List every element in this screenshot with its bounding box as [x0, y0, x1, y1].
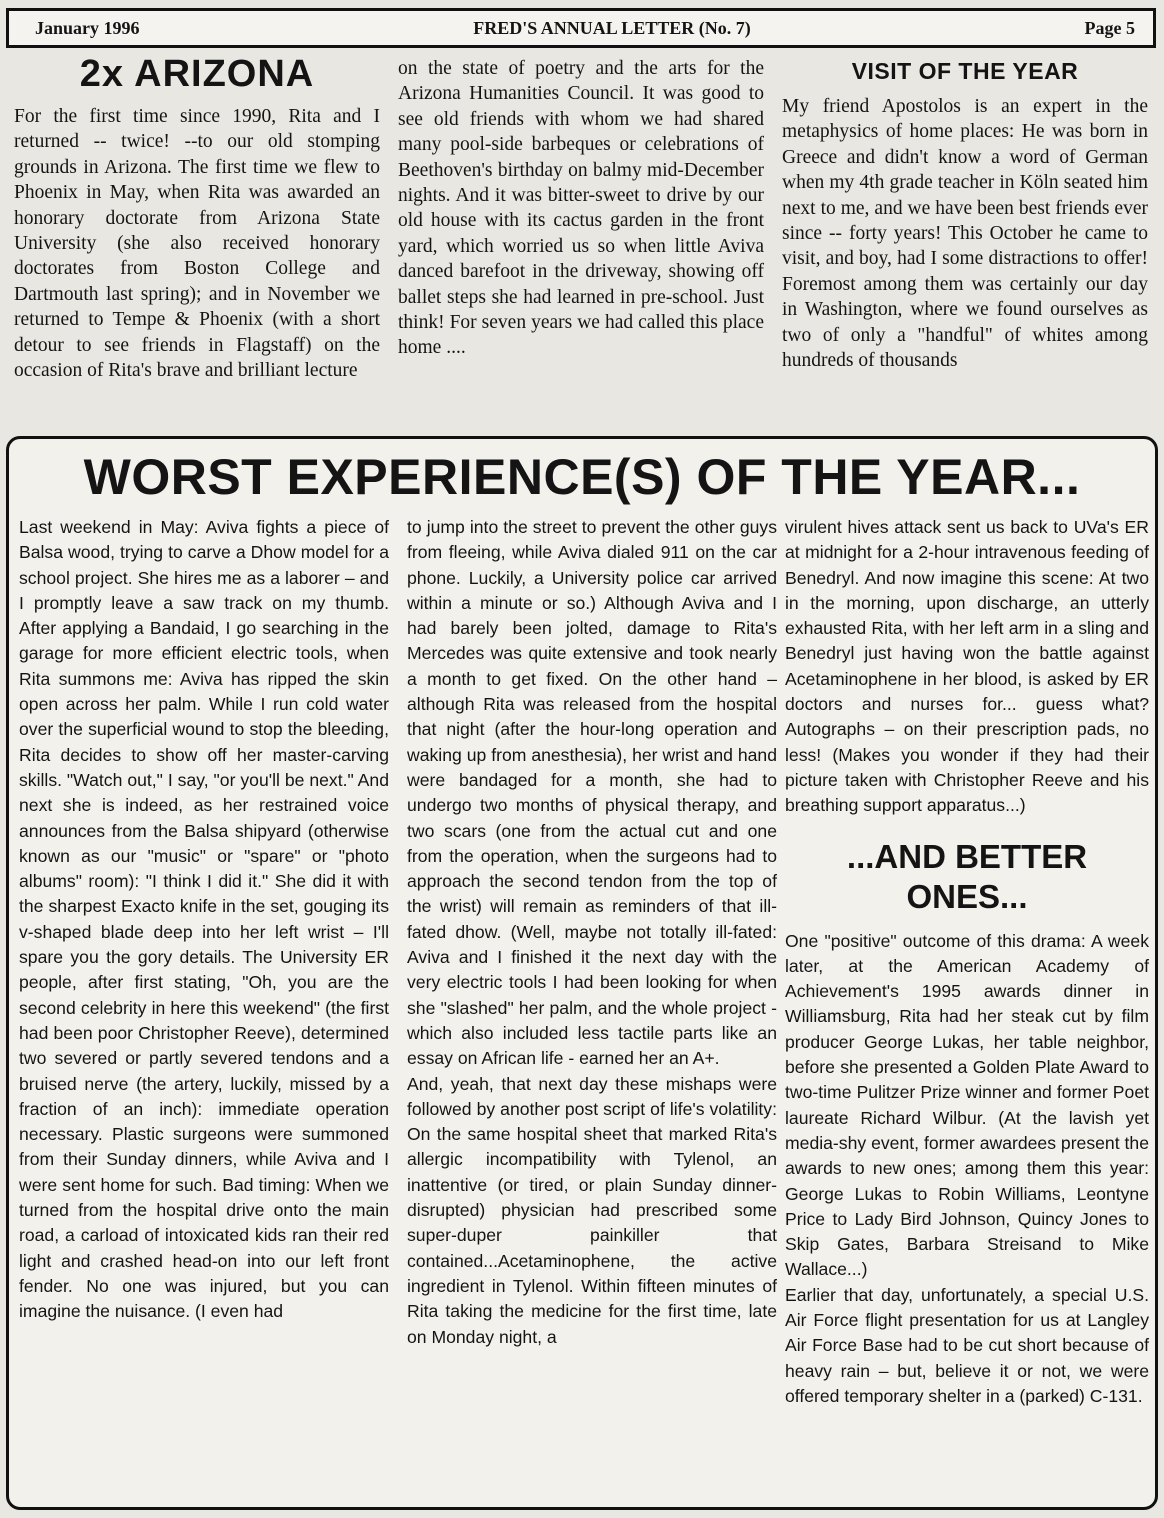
- worst-column-3: [785, 515, 1149, 1409]
- worst-column-2: [407, 515, 777, 1350]
- better-text-1: One "positive" outcome of this drama: A week later, at the American Academy of Achievement's 1995 awards dinner in Williamsburg, Rita had her steak cut by film producer George Lukas, her table neighbor, before she presented a Golden Plate Award to two-time Pulitzer Prize winner and former Poet laureate Richard Wilbur. (At the lavish yet media-shy event, former awardees present the awards to new ones; among them this year: George Lukas to Robin Williams, Leontyne Price to Lady Bird Johnson, Quincy Jones to Skip Gates, Barbara Streisand to Mike Wallace...): [785, 930, 1149, 1280]
- header-page-number: Page 5: [1084, 17, 1135, 38]
- worst-column-1: [19, 515, 389, 1325]
- better-text-2: Earlier that day, unfortunately, a special U.S. Air Force flight presentation for us at Langley Air Force Base had to be cut short because of heavy rain – but, believe it or not, we were offered temporary shelter in a (parked) C-131.: [785, 1284, 1149, 1406]
- better-heading: ...AND BETTER ONES...: [846, 837, 1088, 915]
- worst-text-2b: And, yeah, that next day these mishaps were followed by another post script of life's volatility: On the same hospital sheet that marked Rita's allergic incompatibility with Tylenol, an inattentive (or tired, or plain Sunday dinner-disrupted) physician had prescribed some super-duper painkiller that contained...Acetaminophene, the active ingredient in Tylenol. Within fifteen minutes of Rita taking the medicine for the first time, late on Monday night, a: [407, 1073, 777, 1347]
- worst-text-2a: to jump into the street to prevent the other guys from fleeing, while Aviva dialed 911 on the car phone. Luckily, a University police car arrived within a minute or so.) Although Aviva and I had barely been jolted, damage to Rita's Mercedes was quite extensive and took nearly a month to get fixed. On the other hand – although Rita was released from the hospital that night (after the hour-long operation and waking up from anesthesia), her wrist and hand were bandaged for a month, she had to undergo two months of physical therapy, and two scars (one from the actual cut and one from the operation, when the surgeons had to approach the second tendon from the top of the wrist) will remain as reminders of that ill-fated dhow. (Well, maybe not totally ill-fated: Aviva and I finished it the next day with the very electric tools I had been looking for when she "slashed" her palm, and the whole project - which also included less tactile parts like an essay on African life - earned her an A+.: [407, 517, 777, 1069]
- arizona-text-1: For the first time since 1990, Rita and I returned -- twice! --to our old stomping grounds in Arizona. The first time we flew to Phoenix in May, when Rita was awarded an honorary doctorate from Arizona State University (she also received honorary doctorates from Boston College and Dartmouth last spring); and in November we returned to Tempe & Phoenix (with a short detour to see friends in Flagstaff) on the occasion of Rita's brave and brilliant lecture: [14, 106, 380, 382]
- worst-experiences-box: [6, 436, 1158, 1510]
- visit-column: [782, 54, 1148, 373]
- visit-heading: VISIT OF THE YEAR: [851, 58, 1079, 84]
- visit-text: My friend Apostolos is an expert in the metaphysics of home places: He was born in Greece and didn't know a word of German when my 4th grade teacher in Köln seated him next to me, and we have been best friends ever since -- forty years! This October he came to visit, and boy, had I some distractions to offer! Foremost among them was certainly our day in Washington, where we found ourselves as two of only a "handful" of whites among hundreds of thousands: [782, 96, 1148, 372]
- page-header: [6, 8, 1156, 48]
- worst-text-1: Last weekend in May: Aviva fights a piece of Balsa wood, trying to carve a Dhow model for a school project. She hires me as a laborer – and I promptly leave a saw track on my thumb. After applying a Bandaid, I go searching in the garage for more efficient electric tools, when Rita summons me: Aviva has ripped the skin open across her palm. While I run cold water over the superficial wound to stop the bleeding, Rita decides to show off her master-carving skills. "Watch out," I say, "or you'll be next." And next she is indeed, as her restrained voice announces from the Balsa shipyard (otherwise known as our "music" or "spare" or "photo albums" room): "I think I did it." She did it with the sharpest Exacto knife in the set, gouging its v-shaped blade deep into her left wrist – I'll spare you the gory details. The University ER people, after first stating, "Oh, you are the second celebrity in here this weekend" (the first had been poor Christopher Reeve), determined two severed or partly severed tendons and a bruised nerve (the artery, luckily, missed by a fraction of an inch): immediate operation necessary. Plastic surgeons were summoned from their Sunday dinners, while Aviva and I were sent home for such. Bad timing: When we turned from the hospital drive onto the main road, a carload of intoxicated kids ran their red light and crashed head-on into our left front fender. No one was injured, but you can imagine the nuisance. (I even had: [19, 517, 389, 1322]
- header-title: FRED'S ANNUAL LETTER (No. 7): [473, 17, 751, 38]
- header-date: January 1996: [35, 17, 140, 38]
- worst-heading: WORST EXPERIENCE(S) OF THE YEAR...: [83, 449, 1081, 505]
- worst-text-3: virulent hives attack sent us back to UVa's ER at midnight for a 2-hour intravenous feeding of Benedryl. And now imagine this scene: At two in the morning, upon discharge, an utterly exhausted Rita, with her left arm in a sling and Benedryl just having won the battle against Acetaminophene in her blood, is asked by ER doctors and nurses for... guess what? Autographs – on their prescription pads, no less! (Makes you wonder if they had their picture taken with Christopher Reeve and his breathing support apparatus...): [785, 517, 1149, 816]
- arizona-heading: 2x ARIZONA: [79, 53, 315, 95]
- arizona-column-2: [398, 56, 764, 361]
- arizona-text-2: on the state of poetry and the arts for the Arizona Humanities Council. It was good to see old friends with whom we had shared many pool-side barbeques or celebrations of Beethoven's birthday on balmy mid-December nights. And it was bitter-sweet to drive by our old house with its cactus garden in the front yard, which worried us so when little Aviva danced barefoot in the driveway, showing off ballet steps she had learned in pre-school. Just think! For seven years we had called this place home ....: [398, 58, 764, 359]
- arizona-column-1: [14, 54, 380, 383]
